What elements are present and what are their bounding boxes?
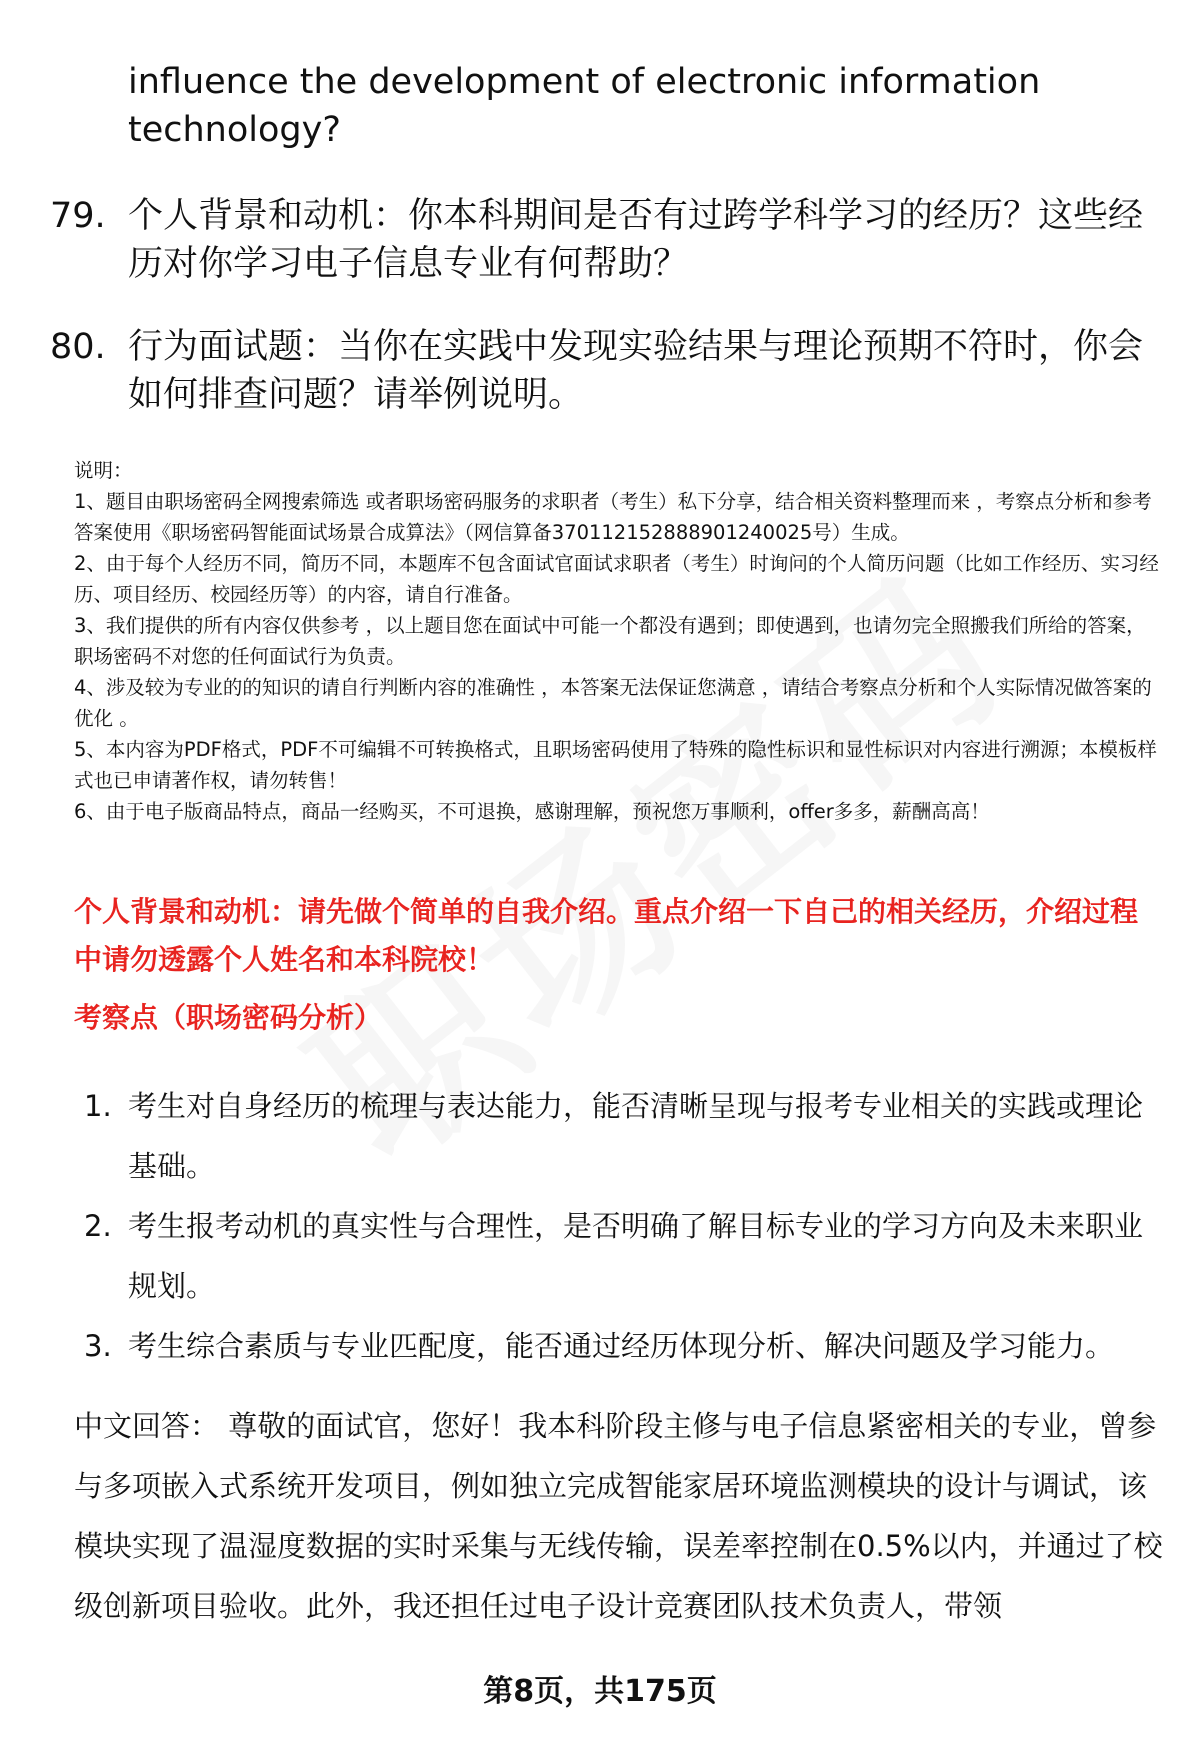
note-item: 3、我们提供的所有内容仅供参考 ，以上题目您在面试中可能一个都没有遇到；即使遇到，也请勿完全照搬我们所给的答案，职场密码不对您的任何面试行为负责。 [74, 614, 1146, 668]
analysis-item-number: 1. [84, 1089, 112, 1123]
question-79 [50, 192, 1160, 288]
analysis-item-number: 2. [84, 1209, 112, 1243]
question-80 [50, 323, 1160, 419]
note-item: 2、由于每个人经历不同，简历不同，本题库不包含面试官面试求职者（考生）时询问的个人简历问题（比如工作经历、实习经历、项目经历、校园经历等）的内容，请自行准备。 [74, 552, 1159, 606]
question-number: 80. [50, 327, 106, 367]
notes-section [74, 455, 1164, 827]
note-item: 6、由于电子版商品特点，商品一经购买，不可退换，感谢理解，预祝您万事顺利，offer多多，薪酬高高！ [74, 800, 990, 823]
analysis-item-number: 3. [84, 1329, 112, 1363]
analysis-heading: 考察点（职场密码分析） [74, 1001, 383, 1034]
question-number: 79. [50, 196, 106, 236]
analysis-item [84, 1076, 1164, 1196]
chinese-answer: 中文回答： 尊敬的面试官，您好！我本科阶段主修与电子信息紧密相关的专业，曾参与多项嵌入式系统开发项目，例如独立完成智能家居环境监测模块的设计与调试，该模块实现了温湿度数据的实时采集与无线传输，误差率控制在0.5%以内，并通过了校级创新项目验收。此外，我还担任过电子设计竞赛团队技术负责人，带领 [74, 1409, 1163, 1623]
note-item: 5、本内容为PDF格式，PDF不可编辑不可转换格式，且职场密码使用了特殊的隐性标识和显性标识对内容进行溯源；本模板样式也已申请著作权，请勿转售！ [74, 738, 1157, 792]
note-item: 1、题目由职场密码全网搜索筛选 或者职场密码服务的求职者（考生）私下分享，结合相关资料整理而来 ，考察点分析和参考答案使用《职场密码智能面试场景合成算法》（网信算备370112152888901240025号）生成。 [74, 490, 1152, 544]
analysis-item [84, 1316, 1164, 1376]
analysis-item-text: 考生对自身经历的梳理与表达能力，能否清晰呈现与报考专业相关的实践或理论基础。 [128, 1089, 1144, 1183]
previous-question-continuation: influence the development of electronic information technology? [128, 62, 1041, 150]
page-footer: 第8页，共175页 [483, 1674, 717, 1709]
analysis-item-text: 考生综合素质与专业匹配度，能否通过经历体现分析、解决问题及学习能力。 [128, 1329, 1115, 1363]
analysis-item-text: 考生报考动机的真实性与合理性，是否明确了解目标专业的学习方向及未来职业规划。 [128, 1209, 1144, 1303]
question-text: 个人背景和动机：你本科期间是否有过跨学科学习的经历？这些经历对你学习电子信息专业有何帮助？ [128, 196, 1144, 284]
analysis-list [84, 1076, 1164, 1376]
note-item: 4、涉及较为专业的的知识的请自行判断内容的准确性 ，本答案无法保证您满意 ，请结合考察点分析和个人实际情况做答案的优化 。 [74, 676, 1152, 730]
analysis-item [84, 1196, 1164, 1316]
featured-question: 个人背景和动机：请先做个简单的自我介绍。重点介绍一下自己的相关经历，介绍过程中请勿透露个人姓名和本科院校！ [74, 895, 1139, 976]
notes-title: 说明： [74, 459, 133, 482]
question-text: 行为面试题：当你在实践中发现实验结果与理论预期不符时，你会如何排查问题？请举例说明。 [128, 327, 1144, 415]
